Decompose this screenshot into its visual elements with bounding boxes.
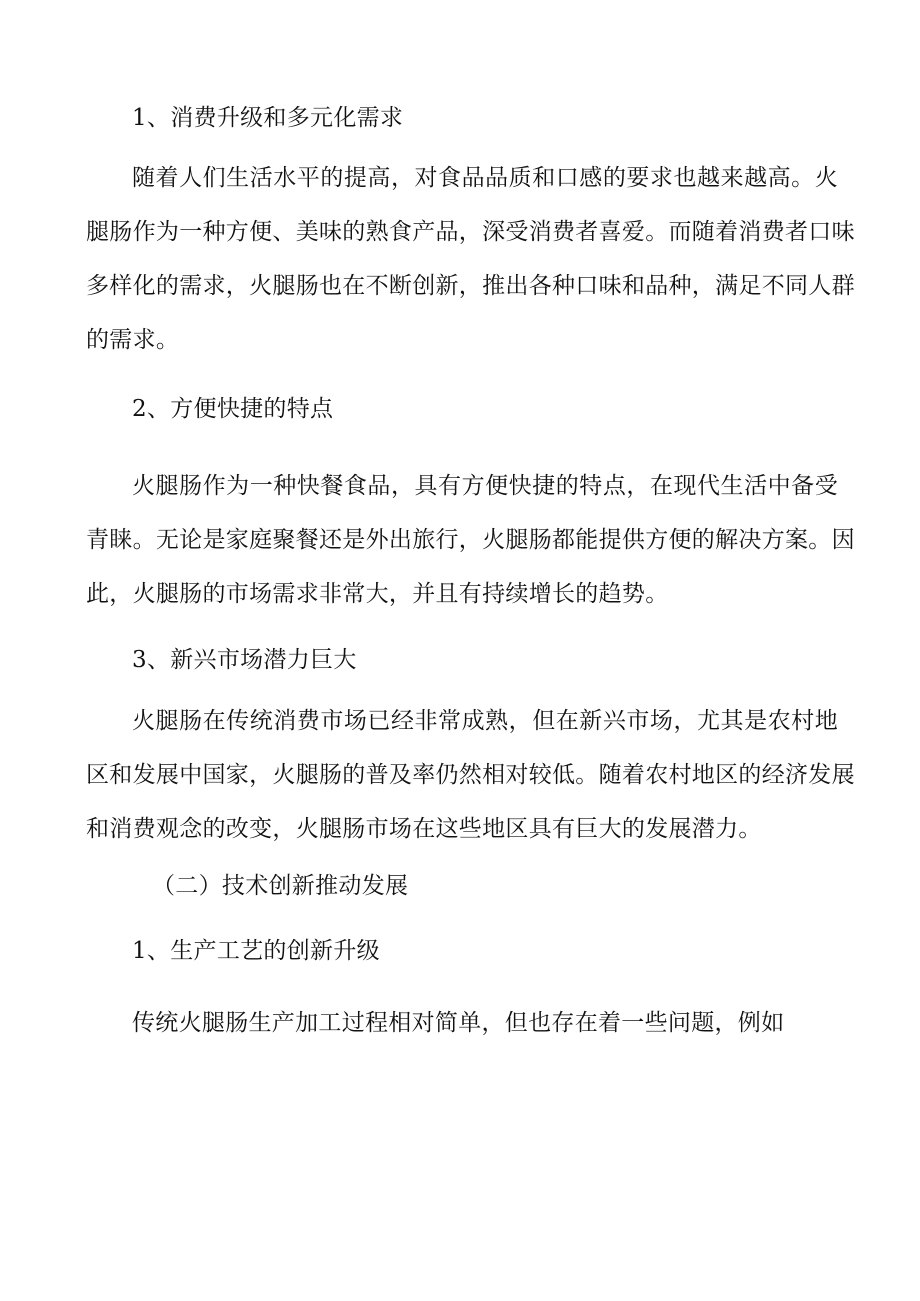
paragraph-line: 区和发展中国家，火腿肠的普及率仍然相对较低。随着农村地区的经济发展 (86, 762, 855, 788)
section-heading: 2、方便快捷的特点 (132, 396, 334, 422)
paragraph-line: 火腿肠作为一种快餐食品，具有方便快捷的特点，在现代生活中备受 (132, 473, 838, 499)
paragraph-line: 此，火腿肠的市场需求非常大，并且有持续增长的趋势。 (86, 581, 669, 607)
paragraph-line: 青睐。无论是家庭聚餐还是外出旅行，火腿肠都能提供方便的解决方案。因 (86, 527, 855, 553)
section-heading: 1、消费升级和多元化需求 (132, 105, 404, 131)
subsection-title: （二）技术创新推动发展 (152, 873, 409, 899)
paragraph-line: 的需求。 (86, 327, 180, 353)
section-heading: 1、生产工艺的创新升级 (132, 938, 380, 964)
paragraph-line: 火腿肠在传统消费市场已经非常成熟，但在新兴市场，尤其是农村地 (132, 708, 838, 734)
section-heading: 3、新兴市场潜力巨大 (132, 647, 357, 673)
paragraph-line: 传统火腿肠生产加工过程相对简单，但也存在着一些问题，例如 (132, 1010, 785, 1036)
paragraph-line: 多样化的需求，火腿肠也在不断创新，推出各种口味和品种，满足不同人群 (86, 273, 855, 299)
paragraph-line: 随着人们生活水平的提高，对食品品质和口感的要求也越来越高。火 (132, 165, 838, 191)
paragraph-line: 和消费观念的改变，火腿肠市场在这些地区具有巨大的发展潜力。 (86, 816, 762, 842)
paragraph-line: 腿肠作为一种方便、美味的熟食产品，深受消费者喜爱。而随着消费者口味 (86, 219, 855, 245)
